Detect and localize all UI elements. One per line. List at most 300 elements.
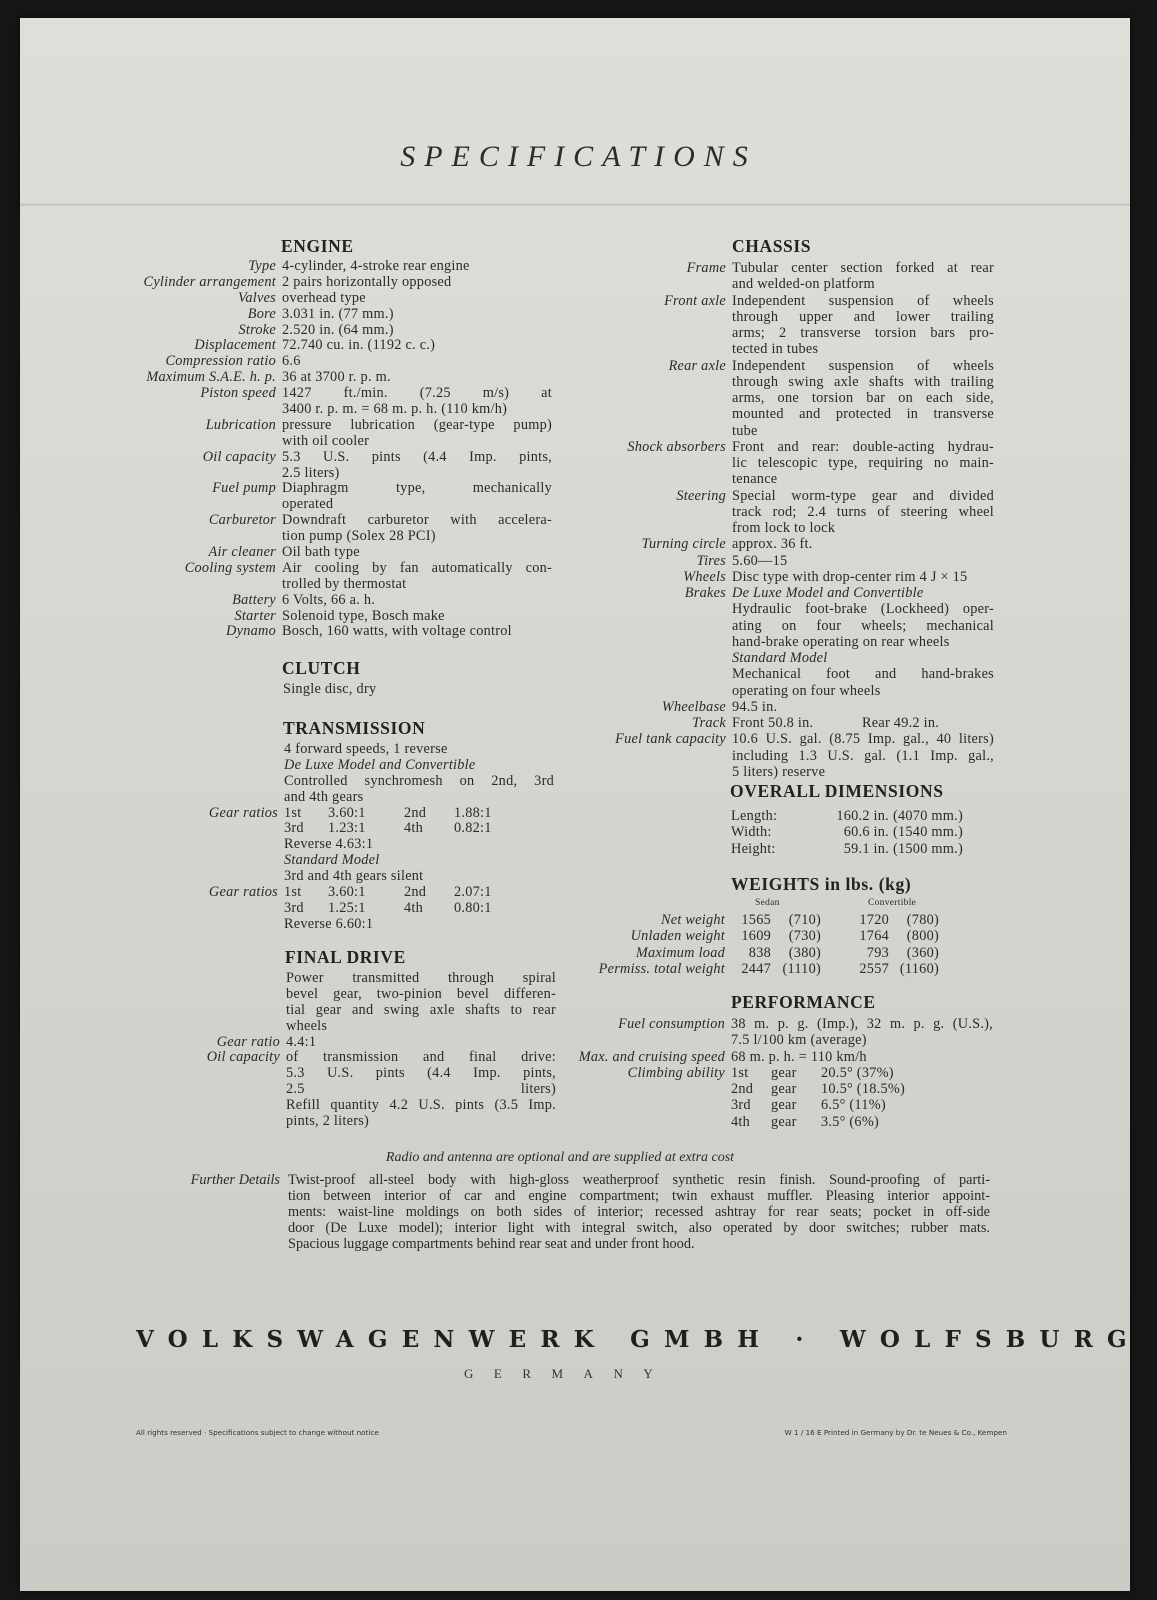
spec-value: 1427 ft./min. (7.25 m/s) at [282,385,552,402]
spec-label [432,390,732,406]
spec-value: Oil bath type [282,544,360,561]
spec-row [661,698,994,715]
spec-value: and 4th gears [284,788,364,805]
page-fold-line [20,203,1130,207]
spec-label: Fuel pump [212,480,276,497]
spec-value: Hydraulic foot-brake (Lockheed) oper- [732,601,994,618]
spec-row [696,552,994,569]
spec-label [1,682,283,698]
spec-value: Standard Model [732,650,828,666]
spec-value: 10.6 U.S. gal. (8.75 Imp. gal., 40 liters) [732,731,994,748]
spec-label: Valves [237,289,276,306]
further-details-line: Spacious luggage compartments behind rear seat and under front hood. [288,1235,695,1252]
spec-row [731,1032,993,1048]
spec-cell: 2.07:1 [454,884,492,901]
spec-value: Standard Model [284,852,380,869]
spec-label: Tires [696,552,726,569]
weight-value: 2557 [859,960,889,977]
spec-label: Max. and cruising speed [578,1048,725,1065]
spec-row [732,634,994,650]
spec-value: mounted and protected in transverse [732,406,994,423]
spec-row [615,731,994,748]
spec-cell: 3rd [284,820,304,837]
spec-value: wheels [286,1017,328,1034]
spec-row [732,764,994,780]
spec-label: Rear axle [668,357,726,374]
spec-row [732,504,994,520]
spec-label [432,520,732,536]
weight-value: (780) [906,912,939,928]
spec-value: pressure lubrication (gear-type pump) [282,416,552,433]
spec-label: Gear ratios [208,804,278,821]
spec-value-cells [731,1081,993,1097]
spec-row [732,666,994,682]
spec-row [284,869,554,885]
further-details-label: Further Details [190,1172,280,1188]
spec-value: 38 m. p. g. (Imp.), 32 m. p. g. (U.S.), [731,1016,993,1032]
chassis-heading: CHASSIS [732,236,812,256]
spec-label [432,618,732,634]
spec-cell: 2nd [404,804,427,821]
spec-row [732,406,994,422]
further-details-text [288,1173,990,1253]
dimension-inches: 59.1 in. [843,840,889,857]
spec-row [208,884,554,901]
weight-values [731,945,993,961]
weight-values [731,961,993,977]
spec-value-cells [731,1065,993,1081]
spec-value: with oil cooler [282,432,370,449]
spec-cell: Rear 49.2 in. [862,715,940,731]
spec-cell: 10.5° (18.5%) [821,1081,906,1097]
spec-label [432,666,732,682]
weight-value: (800) [906,928,939,945]
spec-row [732,423,994,439]
spec-row [732,748,994,764]
weight-value: (710) [788,912,821,928]
spec-label: Starter [234,607,276,624]
dimension-inches: 60.6 in. [843,824,889,841]
spec-value: 72.740 cu. in. (1192 c. c.) [282,337,436,354]
spec-row [732,276,994,292]
manufacturer-name: VOLKSWAGENWERK GMBH · WOLFSBURG [136,1326,1141,1353]
spec-label [431,1097,731,1113]
spec-label: Fuel consumption [618,1016,725,1032]
spec-row [732,374,994,390]
spec-value: including 1.3 U.S. gal. (1.1 Imp. gal., [732,747,994,764]
spec-label: Oil capacity [202,448,276,465]
spec-value-cells [731,1114,993,1130]
spec-row [692,715,994,731]
dimension-label: Height: [731,840,776,857]
weights-column-sedan: Sedan [755,898,780,908]
spec-value: lic telescopic type, requiring no main- [732,455,994,471]
engine-heading: ENGINE [281,236,354,256]
spec-label [432,325,732,341]
spec-value: of transmission and final drive: [286,1049,556,1066]
spec-value: 2.5 liters) [286,1081,556,1098]
spec-value: 36 at 3700 r. p. m. [282,369,391,386]
dimension-label: Length: [731,808,778,824]
spec-label: Lubrication [205,416,276,433]
spec-label [432,341,732,357]
spec-row [683,568,994,585]
spec-row [731,1114,993,1130]
spec-cell: gear [771,1113,797,1130]
spec-value: pints, 2 liters) [286,1113,370,1130]
weights-column-convertible: Convertible [868,898,917,908]
spec-value: tube [732,422,758,439]
spec-value: from lock to lock [732,520,836,536]
weight-value: 2447 [741,960,771,977]
spec-label [0,434,282,450]
weight-value: (360) [906,944,939,961]
spec-label: Steering [676,487,726,504]
spec-row [641,536,994,553]
spec-value: 6 Volts, 66 a. h. [282,591,376,608]
weight-value: 793 [866,944,889,961]
weight-value: (1110) [782,960,821,977]
spec-label: Bore [247,305,276,322]
spec-label: Piston speed [200,385,276,402]
spec-cell: Front 50.8 in. [732,715,814,731]
spec-label [431,1114,731,1130]
spec-value: operated [282,496,334,513]
spec-row [731,1097,993,1113]
spec-cell: 0.80:1 [454,899,492,916]
spec-row [284,821,554,837]
spec-cell: 3.60:1 [328,884,366,901]
dimension-mm: (1540 mm.) [893,824,964,841]
spec-row [732,341,994,357]
spec-value: 4-cylinder, 4-stroke rear engine [282,258,470,274]
spec-row [732,601,994,617]
spec-label: Wheelbase [661,698,726,715]
spec-value: 7.5 l/100 km (average) [731,1032,867,1049]
spec-label [0,529,282,545]
spec-value: De Luxe Model and Convertible [284,756,476,773]
spec-value: Mechanical foot and hand-brakes [732,666,994,683]
spec-value: 94.5 in. [732,698,778,715]
spec-label [432,423,732,439]
spec-label [2,901,284,917]
spec-row [732,683,994,699]
spec-cell: 1st [731,1064,749,1081]
weight-values [731,928,993,944]
weight-value: (1160) [899,960,939,977]
performance-heading: PERFORMANCE [731,992,876,1012]
spec-value: Special worm-type gear and divided [732,487,994,504]
weights-table [598,912,993,977]
weights-heading: WEIGHTS in lbs. (kg) [731,874,912,894]
spec-label: Climbing ability [627,1064,725,1081]
weight-row [598,960,993,977]
spec-label: Oil capacity [206,1049,280,1066]
spec-value: arms, one torsion bar on each side, [732,390,994,406]
weight-label: Maximum load [635,944,725,961]
spec-label [432,683,732,699]
spec-label [4,987,286,1003]
spec-value-cells [284,885,554,901]
spec-label [432,471,732,487]
spec-cell: 4th [404,820,424,837]
spec-value: tenance [732,471,778,488]
spec-cell: 1st [284,884,302,901]
spec-label [432,601,732,617]
spec-label [432,276,732,292]
spec-label [4,1019,286,1035]
spec-label [431,1081,731,1097]
footer-rights-notice: All rights reserved · Specifications subject to change without notice [136,1428,379,1437]
spec-value: bevel gear, two-pinion bevel differen- [286,985,556,1002]
spec-cell: 4th [404,899,424,916]
spec-label [0,402,282,418]
spec-value: 5.3 U.S. pints (4.4 Imp. pints, [282,448,552,465]
spec-label [2,758,284,774]
spec-row [732,325,994,341]
spec-value: approx. 36 ft. [732,536,813,553]
spec-value: operating on four wheels [732,682,881,699]
spec-value: arms; 2 transverse torsion bars pro- [732,325,994,341]
spec-label [432,455,732,471]
spec-label: Carburetor [208,512,276,529]
spec-label: Gear ratio [216,1033,280,1050]
spec-cell: gear [771,1097,797,1114]
spec-label [432,309,732,325]
weight-row [660,912,993,928]
spec-value: Controlled synchromesh on 2nd, 3rd [284,772,554,789]
weight-value: 1565 [741,912,771,928]
spec-label [0,497,282,513]
spec-cell: 1st [284,804,302,821]
spec-label: Displacement [194,337,276,354]
spec-value: through swing axle shafts with trailing [732,373,994,390]
spec-row [732,618,994,634]
spec-row [732,455,994,471]
spec-cell: 20.5° (37%) [821,1064,894,1081]
spec-label [2,742,284,758]
spec-label [432,374,732,390]
dimensions-heading: OVERALL DIMENSIONS [730,781,944,801]
spec-value: Disc type with drop-center rim 4 J × 15 [732,568,968,585]
spec-value: 4.4:1 [286,1033,317,1050]
chassis-specs [615,260,994,780]
spec-value: tion pump (Solex 28 PCI) [282,528,436,545]
weight-value: 1764 [859,928,889,945]
spec-label: Compression ratio [165,353,276,370]
further-details-line: ments: waist-line moldings on both sides of interior; recessed ashtray for rear seats; pocket in off-side [288,1203,990,1220]
spec-value: and welded-on platform [732,276,875,293]
spec-value: 4 forward speeds, 1 reverse [284,741,448,757]
spec-value: 5.60—15 [732,552,788,569]
spec-row [668,357,994,374]
final-drive-heading: FINAL DRIVE [285,947,406,967]
spec-row [676,487,994,504]
spec-cell: 1.88:1 [454,804,492,821]
spec-value: Tubular center section forked at rear [732,260,994,276]
spec-label [2,821,284,837]
spec-label [0,466,282,482]
footer-print-info: W 1 / 16 E Printed in Germany by Dr. te Neues & Co., Kempen [784,1428,1007,1437]
radio-antenna-note: Radio and antenna are optional and are supplied at extra cost [385,1150,735,1165]
spec-label: Shock absorbers [627,438,726,455]
spec-value: Reverse 4.63:1 [284,836,374,853]
spec-value: Bosch, 160 watts, with voltage control [282,623,512,640]
further-details-line: door (De Luxe model); interior light with integral switch, also operated by door switches; rubber mats. [288,1219,990,1236]
spec-row [686,260,994,276]
spec-value: Power transmitted through spiral [286,970,556,986]
spec-value-cells [284,821,554,837]
spec-cell: 2nd [404,884,427,901]
spec-value: Refill quantity 4.2 U.S. pints (3.5 Imp. [286,1097,556,1114]
spec-value-cells [732,715,994,731]
spec-value: Downdraft carburetor with accelera- [282,512,552,529]
spec-cell: 3rd [731,1097,751,1114]
spec-row [731,1081,993,1097]
spec-label: Brakes [684,585,726,601]
spec-label [432,748,732,764]
clutch-heading: CLUTCH [282,658,361,678]
dimension-row [731,841,963,857]
further-details-line: tion between interior of car and engine compartment; twin exhaust muffler. Pleasing interior appoint- [288,1187,990,1204]
spec-value: Single disc, dry [283,681,377,697]
spec-value: 3rd and 4th gears silent [284,868,424,885]
weight-value: (730) [788,928,821,945]
dimension-row [731,824,963,840]
spec-value: 2.520 in. (64 mm.) [282,321,394,338]
spec-label [4,1003,286,1019]
spec-cell: 0.82:1 [454,820,492,837]
spec-cell: 3rd [284,899,304,916]
spec-value: 2 pairs horizontally opposed [282,273,452,290]
spec-value: 5 liters) reserve [732,763,826,780]
spec-row [284,790,554,806]
spec-row [627,1064,993,1081]
spec-label: Fuel tank capacity [615,731,726,748]
spec-label: Battery [232,591,276,608]
spec-label [4,1114,286,1130]
spec-label: Front axle [664,292,726,309]
spec-row [732,471,994,487]
spec-row [732,390,994,406]
weight-row [635,944,993,961]
spec-row [208,804,554,822]
spec-cell: 3.60:1 [328,804,366,821]
spec-row [732,650,994,666]
spec-row [684,585,994,601]
spec-label [432,406,732,422]
spec-row [627,438,994,455]
spec-value-cells [284,806,554,822]
page-title: SPECIFICATIONS [400,140,757,173]
dimensions-specs [731,808,963,857]
spec-value: tial gear and swing axle shafts to rear [286,1001,556,1018]
spec-cell: 2nd [731,1081,754,1097]
spec-value: hand-brake operating on rear wheels [732,633,950,650]
spec-value: Independent suspension of wheels [732,357,994,374]
spec-value: 3400 r. p. m. = 68 m. p. h. (110 km/h) [282,401,508,418]
spec-value: tected in tubes [732,341,819,358]
spec-label: Type [248,258,276,274]
spec-label [2,917,284,933]
dimension-mm: (1500 mm.) [893,840,964,857]
spec-value: track rod; 2.4 turns of steering wheel [732,503,994,520]
spec-label [0,577,282,593]
weight-value: 1609 [741,928,771,945]
spec-cell: gear [771,1081,797,1097]
spec-row [284,837,554,853]
spec-value: Independent suspension of wheels [732,292,994,309]
spec-value: through upper and lower trailing [732,308,994,325]
dimension-mm: (4070 mm.) [893,808,964,824]
spec-cell: 6.5° (11%) [821,1097,886,1114]
spec-label [431,1032,731,1048]
spec-value: Solenoid type, Bosch make [282,607,445,624]
dimension-row [731,808,963,824]
spec-row [284,853,554,869]
spec-label [4,971,286,987]
transmission-heading: TRANSMISSION [283,718,426,738]
spec-value: De Luxe Model and Convertible [732,585,924,601]
spec-row [732,520,994,536]
spec-label [4,1066,286,1082]
spec-label [2,837,284,853]
spec-label: Frame [686,260,726,276]
weight-label: Net weight [660,912,725,928]
spec-label [432,650,732,666]
spec-label: Air cleaner [208,544,276,561]
spec-value: Air cooling by fan automatically con- [282,559,552,576]
spec-label: Gear ratios [208,884,278,901]
spec-row [732,309,994,325]
spec-label: Stroke [238,321,276,338]
spec-row [664,292,994,309]
spec-label: Cylinder arrangement [143,273,276,290]
performance-specs [578,1016,993,1130]
spec-value: Diaphragm type, mechanically [282,480,552,497]
weight-value: 1720 [859,912,889,928]
spec-row [286,987,556,1003]
spec-cell: 1.25:1 [328,899,366,916]
spec-cell: gear [771,1064,797,1081]
manufacturer-country: GERMANY [464,1366,674,1381]
spec-value: 3.031 in. (77 mm.) [282,305,394,322]
spec-row [618,1016,993,1032]
spec-value: 6.6 [282,353,301,370]
spec-value: trolled by thermostat [282,575,407,592]
spec-value: ating on four wheels; mechanical [732,617,994,634]
spec-value: 5.3 U.S. pints (4.4 Imp. pints, [286,1065,556,1082]
spec-value: Reverse 6.60:1 [284,915,374,932]
dimension-label: Width: [731,824,772,841]
spec-label [432,764,732,780]
spec-value: overhead type [282,289,366,306]
spec-label [432,504,732,520]
weight-value: 838 [748,944,771,961]
spec-value: 2.5 liters) [282,464,340,481]
spec-cell: 3.5° (6%) [821,1113,879,1130]
spec-label: Track [692,715,726,731]
weight-label: Permiss. total weight [598,960,725,977]
further-details-line: Twist-proof all-steel body with high-gloss weatherproof synthetic resin finish. Sound-proofing of parti- [288,1172,990,1188]
spec-label [4,1098,286,1114]
spec-label: Turning circle [641,536,726,553]
spec-label: Maximum S.A.E. h. p. [146,369,276,386]
spec-cell: 1.23:1 [328,820,366,837]
spec-label [2,774,284,790]
weight-values [731,912,993,928]
spec-label: Dynamo [226,623,276,640]
